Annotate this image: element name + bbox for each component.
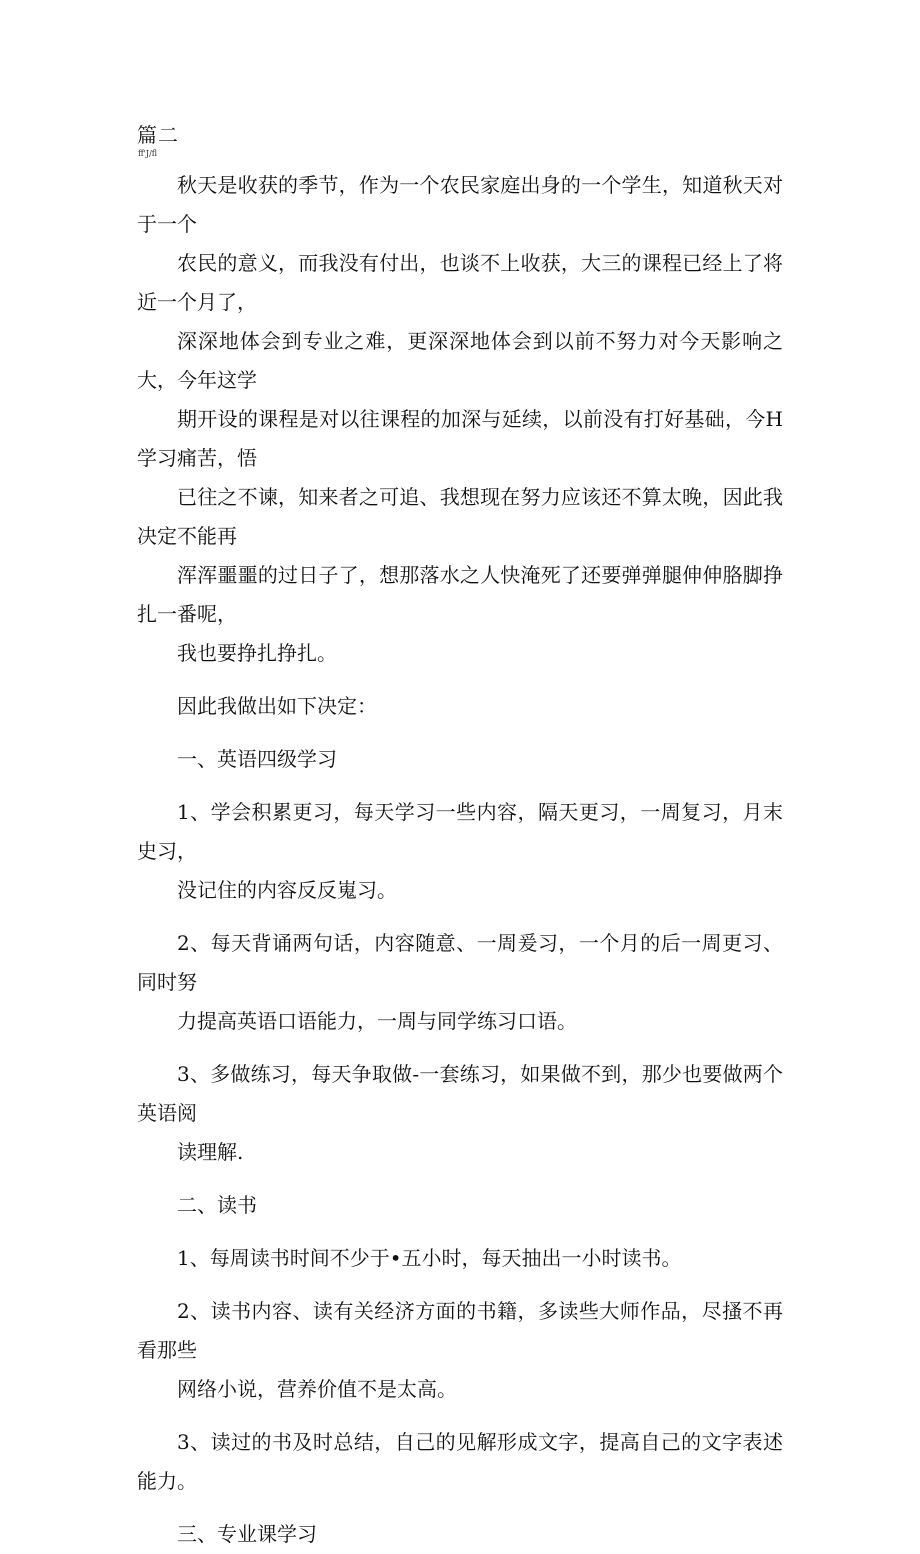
section-title-major: 三、专业课学习 <box>177 1522 317 1546</box>
decision-paragraph: 因此我做出如下决定： <box>177 694 377 718</box>
reading-item-1: 1、每周读书时间不少于•五小时，每天抽出一小时读书。 <box>177 1246 682 1270</box>
intro-line: 农民的意义，而我没有付出，也谈不上收获，大三的课程已经上了将近一个月了， <box>137 251 783 314</box>
english-item-2-line: 力提高英语口语能力，一周与同学练习口语。 <box>177 1009 577 1033</box>
small-mark: ff'J/fl <box>138 149 158 158</box>
intro-line: 深深地体会到专业之难，更深深地体会到以前不努力对今天影响之大，今年这学 <box>137 329 783 392</box>
english-item-3 <box>137 1055 783 1172</box>
intro-line: 期开设的课程是对以往课程的加深与延续，以前没有打好基础，今H学习痛苦，悟 <box>137 407 783 470</box>
reading-item-2-line: 2、读书内容、读有关经济方面的书籍，多读些大师作品，尽搔不再看那些 <box>137 1299 783 1362</box>
english-item-2-line: 2、每天背诵两句话，内容随意、一周爰习，一个月的后一周更习、同时努 <box>137 931 783 994</box>
intro-line: 秋天是收获的季节，作为一个农民家庭出身的一个学生，知道秋天对于一个 <box>137 173 783 236</box>
intro-paragraph <box>137 166 783 673</box>
reading-item-2-line: 网络小说，营养价值不是太高。 <box>177 1377 457 1401</box>
document-body <box>137 166 783 1554</box>
english-item-3-line: 3、多做练习，每天争取做-一套练习，如果做不到，那少也要做两个英语阅 <box>137 1062 783 1125</box>
english-item-1 <box>137 793 783 910</box>
section-title-reading: 二、读书 <box>177 1193 257 1217</box>
page-heading: 篇二 <box>137 123 179 147</box>
intro-line: 浑浑噩噩的过日子了，想那落水之人快淹死了还要弹弹腿伸伸胳脚挣扎一番呢， <box>137 563 783 626</box>
reading-item-2 <box>137 1292 783 1409</box>
english-item-3-line: 读理解. <box>177 1140 244 1164</box>
reading-item-3: 3、读过的书及时总结，自己的见解形成文字，提高自己的文字表述能力。 <box>137 1430 783 1493</box>
english-item-1-line: 没记住的内容反反嵬习。 <box>177 878 397 902</box>
intro-line: 已往之不谏，知来者之可追、我想现在努力应该还不算太晚，因此我决定不能再 <box>137 485 783 548</box>
english-item-1-line: 1、学会积累更习，每天学习一些内容，隔天更习，一周复习，月末史习， <box>137 800 783 863</box>
english-item-2 <box>137 924 783 1041</box>
intro-line: 我也要挣扎挣扎。 <box>177 641 337 665</box>
section-title-english: 一、英语四级学习 <box>177 747 337 771</box>
